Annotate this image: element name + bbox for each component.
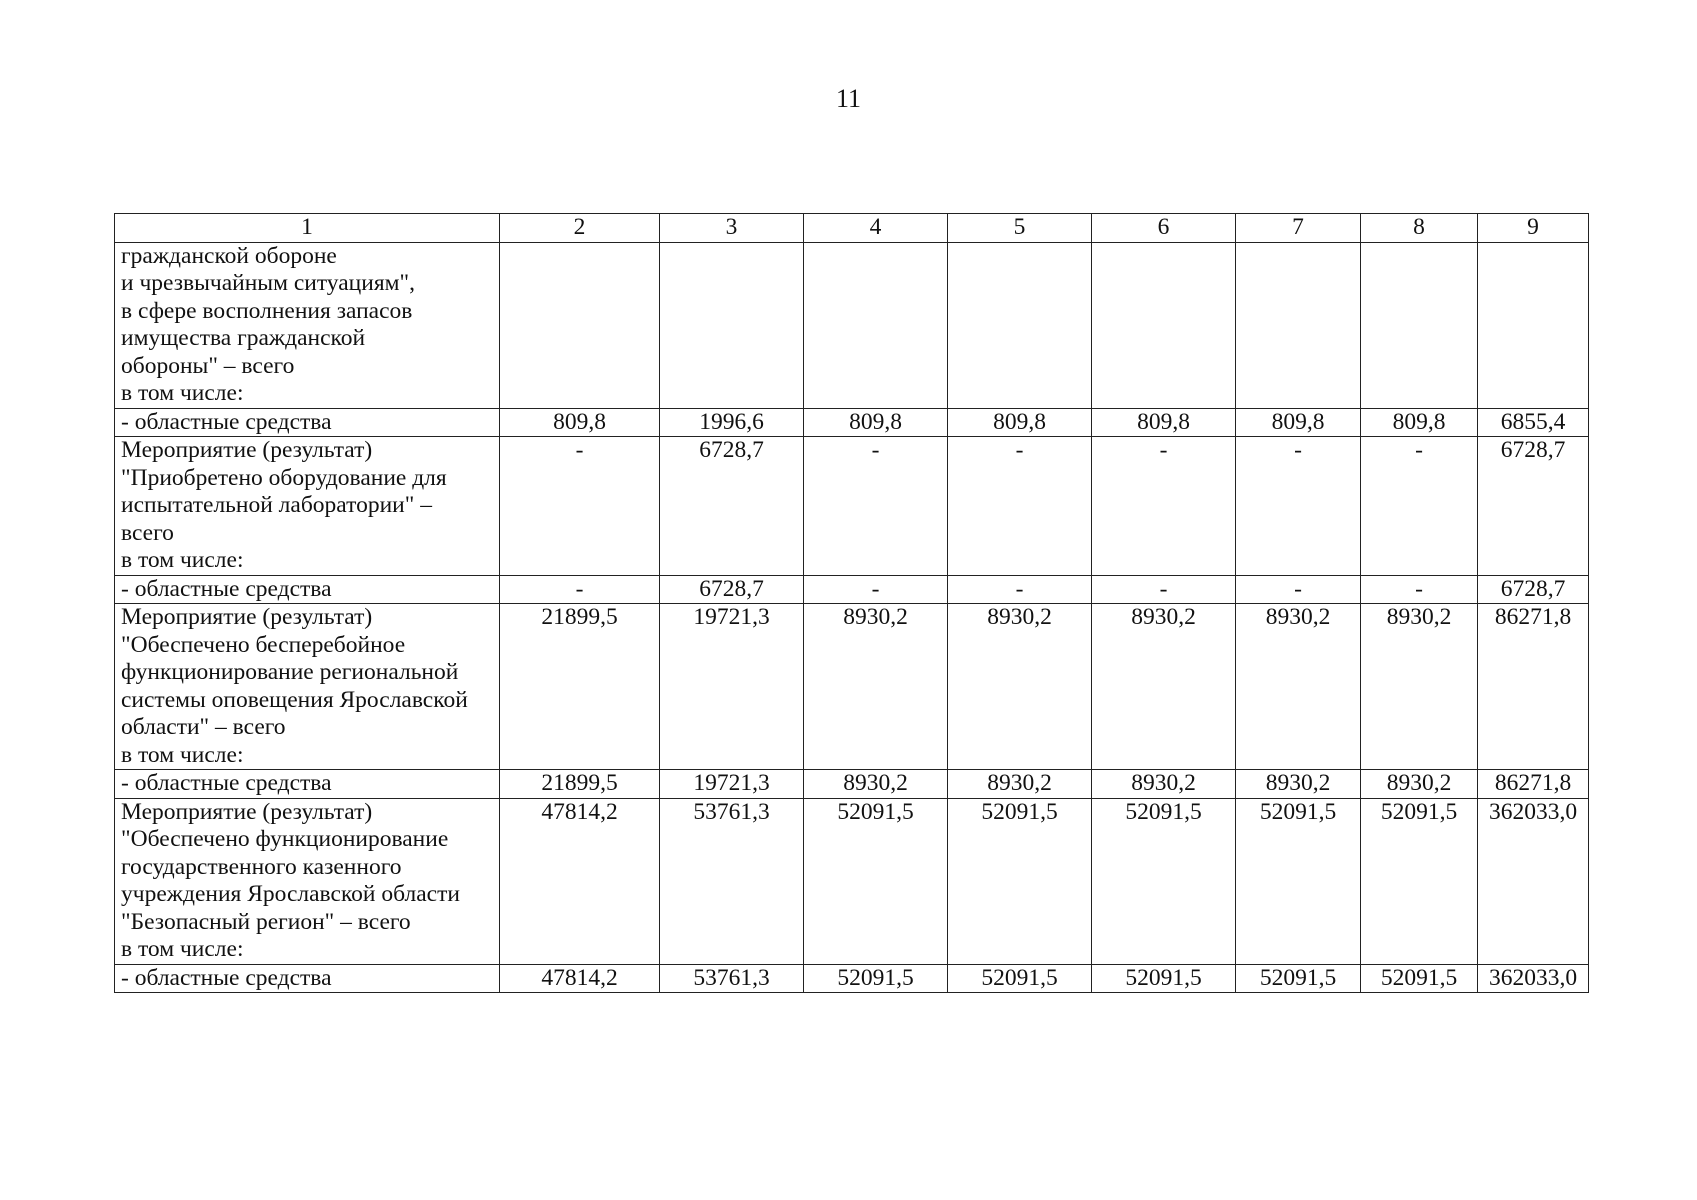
value-cell-col-4: 52091,5 <box>804 798 948 964</box>
table-row <box>115 770 1589 799</box>
value-cell-col-3: 53761,3 <box>660 964 804 993</box>
row-description <box>115 575 500 604</box>
description-line: в том числе: <box>121 936 244 962</box>
column-number-1: 1 <box>115 214 500 243</box>
row-description <box>115 437 500 576</box>
table-row <box>115 408 1589 437</box>
description-line: в том числе: <box>121 380 244 406</box>
row-description <box>115 604 500 770</box>
column-number-5: 5 <box>948 214 1092 243</box>
value-cell-col-4: 8930,2 <box>804 770 948 799</box>
value-cell-col-5: 52091,5 <box>948 798 1092 964</box>
description-line: всего <box>121 519 174 546</box>
value-cell-col-6: 8930,2 <box>1092 770 1236 799</box>
description-line: государственного казенного <box>121 853 402 880</box>
description-line: функционирование региональной <box>121 659 459 685</box>
value-cell-col-2: - <box>500 437 660 576</box>
table-row <box>115 798 1589 964</box>
column-number-9: 9 <box>1478 214 1589 243</box>
value-cell-col-7 <box>1236 242 1361 408</box>
value-cell-col-4: 8930,2 <box>804 604 948 770</box>
value-cell-col-7: - <box>1236 575 1361 604</box>
description-line: в сфере восполнения запасов <box>121 297 413 324</box>
table-row <box>115 575 1589 604</box>
description-line: в том числе: <box>121 547 244 573</box>
page-number: 11 <box>835 84 862 113</box>
value-cell-col-9: 6855,4 <box>1478 408 1589 437</box>
table-row <box>115 242 1589 408</box>
value-cell-col-3 <box>660 242 804 408</box>
value-cell-col-3: 6728,7 <box>660 575 804 604</box>
value-cell-col-9: 6728,7 <box>1478 575 1589 604</box>
value-cell-col-3: 53761,3 <box>660 798 804 964</box>
value-cell-col-2: - <box>500 575 660 604</box>
value-cell-col-9: 362033,0 <box>1478 964 1589 993</box>
column-number-7: 7 <box>1236 214 1361 243</box>
value-cell-col-2: 47814,2 <box>500 798 660 964</box>
value-cell-col-5: 8930,2 <box>948 770 1092 799</box>
value-cell-col-9 <box>1478 242 1589 408</box>
value-cell-col-9: 86271,8 <box>1478 770 1589 799</box>
value-cell-col-2: 21899,5 <box>500 770 660 799</box>
description-line: и чрезвычайным ситуациям", <box>121 270 415 296</box>
row-description <box>115 964 500 993</box>
value-cell-col-9: 362033,0 <box>1478 798 1589 964</box>
description-line: обороны" – всего <box>121 352 295 379</box>
description-line: "Приобретено оборудование для <box>121 464 447 491</box>
value-cell-col-8: 809,8 <box>1361 408 1478 437</box>
description-line: - областные средства <box>121 408 332 435</box>
description-line: области" – всего <box>121 714 286 740</box>
value-cell-col-8: 8930,2 <box>1361 770 1478 799</box>
description-line: - областные средства <box>121 575 332 602</box>
value-cell-col-8: - <box>1361 575 1478 604</box>
value-cell-col-6: 52091,5 <box>1092 798 1236 964</box>
value-cell-col-2 <box>500 242 660 408</box>
value-cell-col-4: 809,8 <box>804 408 948 437</box>
value-cell-col-2: 809,8 <box>500 408 660 437</box>
description-line: "Безопасный регион" – всего <box>121 908 411 935</box>
column-number-4: 4 <box>804 214 948 243</box>
value-cell-col-3: 6728,7 <box>660 437 804 576</box>
description-line: Мероприятие (результат) <box>121 604 373 630</box>
description-line: Мероприятие (результат) <box>121 437 373 463</box>
description-line: гражданской обороне <box>121 242 337 269</box>
description-line: в том числе: <box>121 741 244 768</box>
column-number-2: 2 <box>500 214 660 243</box>
row-description <box>115 798 500 964</box>
value-cell-col-8: 8930,2 <box>1361 604 1478 770</box>
description-line: "Обеспечено бесперебойное <box>121 631 406 658</box>
column-number-3: 3 <box>660 214 804 243</box>
value-cell-col-6: - <box>1092 437 1236 576</box>
description-line: - областные средства <box>121 964 332 991</box>
value-cell-col-6: 8930,2 <box>1092 604 1236 770</box>
value-cell-col-6: - <box>1092 575 1236 604</box>
description-line: Мероприятие (результат) <box>121 798 373 825</box>
value-cell-col-8: - <box>1361 437 1478 576</box>
value-cell-col-6: 809,8 <box>1092 408 1236 437</box>
value-cell-col-6: 52091,5 <box>1092 964 1236 993</box>
value-cell-col-3: 1996,6 <box>660 408 804 437</box>
value-cell-col-5: 52091,5 <box>948 964 1092 993</box>
value-cell-col-5: - <box>948 575 1092 604</box>
row-description <box>115 770 500 799</box>
column-number-8: 8 <box>1361 214 1478 243</box>
value-cell-col-6 <box>1092 242 1236 408</box>
value-cell-col-5: - <box>948 437 1092 576</box>
value-cell-col-3: 19721,3 <box>660 604 804 770</box>
value-cell-col-5: 809,8 <box>948 408 1092 437</box>
row-description <box>115 242 500 408</box>
value-cell-col-4: - <box>804 437 948 576</box>
value-cell-col-7: 8930,2 <box>1236 604 1361 770</box>
value-cell-col-2: 21899,5 <box>500 604 660 770</box>
value-cell-col-8: 52091,5 <box>1361 964 1478 993</box>
description-line: испытательной лаборатории" – <box>121 492 432 518</box>
value-cell-col-8 <box>1361 242 1478 408</box>
value-cell-col-9: 86271,8 <box>1478 604 1589 770</box>
value-cell-col-7: - <box>1236 437 1361 576</box>
column-number-6: 6 <box>1092 214 1236 243</box>
table-row <box>115 437 1589 576</box>
value-cell-col-5: 8930,2 <box>948 604 1092 770</box>
value-cell-col-9: 6728,7 <box>1478 437 1589 576</box>
value-cell-col-3: 19721,3 <box>660 770 804 799</box>
value-cell-col-4: - <box>804 575 948 604</box>
description-line: учреждения Ярославской области <box>121 881 460 907</box>
value-cell-col-7: 8930,2 <box>1236 770 1361 799</box>
value-cell-col-8: 52091,5 <box>1361 798 1478 964</box>
budget-table <box>114 213 1589 993</box>
value-cell-col-7: 52091,5 <box>1236 798 1361 964</box>
value-cell-col-7: 52091,5 <box>1236 964 1361 993</box>
description-line: имущества гражданской <box>121 325 366 351</box>
value-cell-col-4 <box>804 242 948 408</box>
value-cell-col-5 <box>948 242 1092 408</box>
description-line: системы оповещения Ярославской <box>121 686 468 713</box>
table-row <box>115 964 1589 993</box>
description-line: "Обеспечено функционирование <box>121 826 449 852</box>
row-description <box>115 408 500 437</box>
value-cell-col-4: 52091,5 <box>804 964 948 993</box>
value-cell-col-2: 47814,2 <box>500 964 660 993</box>
value-cell-col-7: 809,8 <box>1236 408 1361 437</box>
table-row <box>115 604 1589 770</box>
description-line: - областные средства <box>121 770 332 796</box>
table-header-row <box>115 214 1589 243</box>
